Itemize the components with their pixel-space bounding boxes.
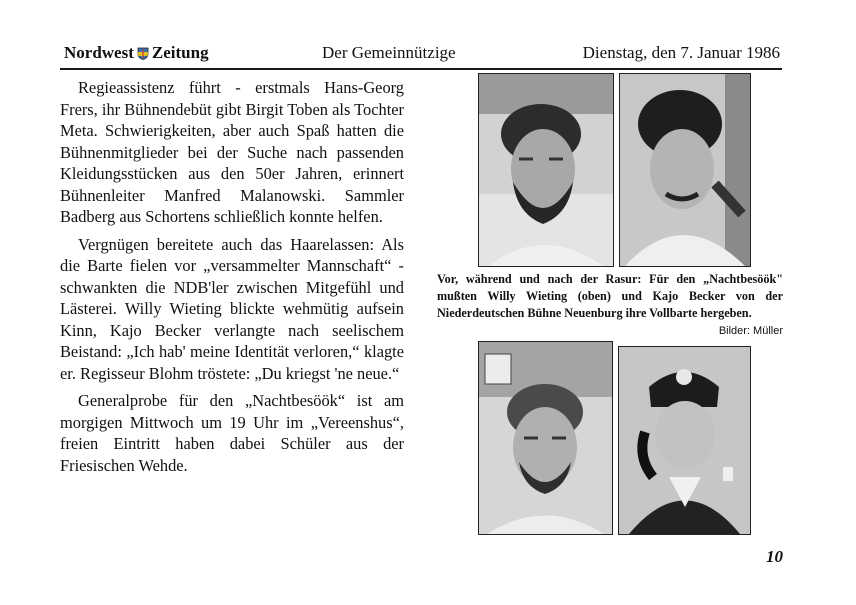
article-paragraph-1: Regieassistenz führt - erstmals Hans-Georg Frers, ihr Bühnendebüt gibt Birgit Toben als Tochter Meta. Schwierigkeiten, aber auch Spaß hatten die Bühnenmitglieder bei der Suche nach passenden Kleidungsstücken aus den 50er Jahren, erinnert Bühnenleiter Manfred Malanowski. Sammler Badberg aus Schortens schließlich konnte helfen. [60, 78, 404, 226]
article-paragraph-3: Generalprobe für den „Nachtbesöök“ ist am morgigen Mittwoch um 19 Uhr im „Vereenshus“, freien Eintritt haben dabei Schüler aus der Friesischen Wehde. [60, 391, 404, 475]
photo-uniform-telephone [618, 346, 751, 535]
caption-text: Vor, während und nach der Rasur: Für den „Nachtbesöök" mußten Willy Wieting (oben) und Kajo Becker von der Niederdeutschen Bühne Neuenburg ihre Vollbarte hergeben. [437, 272, 783, 320]
newspaper-name [64, 43, 209, 63]
article-body [60, 77, 404, 482]
issue-date: Dienstag, den 7. Januar 1986 [582, 43, 780, 62]
newspaper-name-part-1: Nordwest [64, 43, 134, 62]
article-paragraph-2: Vergnügen bereitete auch das Haarelassen: Als die Barte fielen vor „versammelter Mannschaft“ - schwankten die NDB'ler zwischen Mitgefühl und Lästerei. Willy Wieting blickte wehmütig aufsein Kinn, Kajo Becker verlangte nach seelischem Beistand: „Ich hab' meine Identität verloren,“ klagte er. Regisseur Blohm tröstete: „Du kriegst 'ne neue.“ [60, 234, 404, 383]
supplement-title: Der Gemeinnützige [322, 43, 456, 62]
photo-bearded-man [478, 73, 614, 267]
page-header [60, 40, 782, 70]
photo-caption [437, 271, 783, 340]
photo-credit: Bilder: Müller [718, 325, 783, 337]
photo-man-after-shave [478, 341, 613, 535]
crest-icon [137, 47, 149, 60]
newspaper-name-part-2: Zeitung [151, 43, 209, 62]
photo-shaving [619, 73, 751, 267]
page-number: 10 [766, 547, 783, 566]
